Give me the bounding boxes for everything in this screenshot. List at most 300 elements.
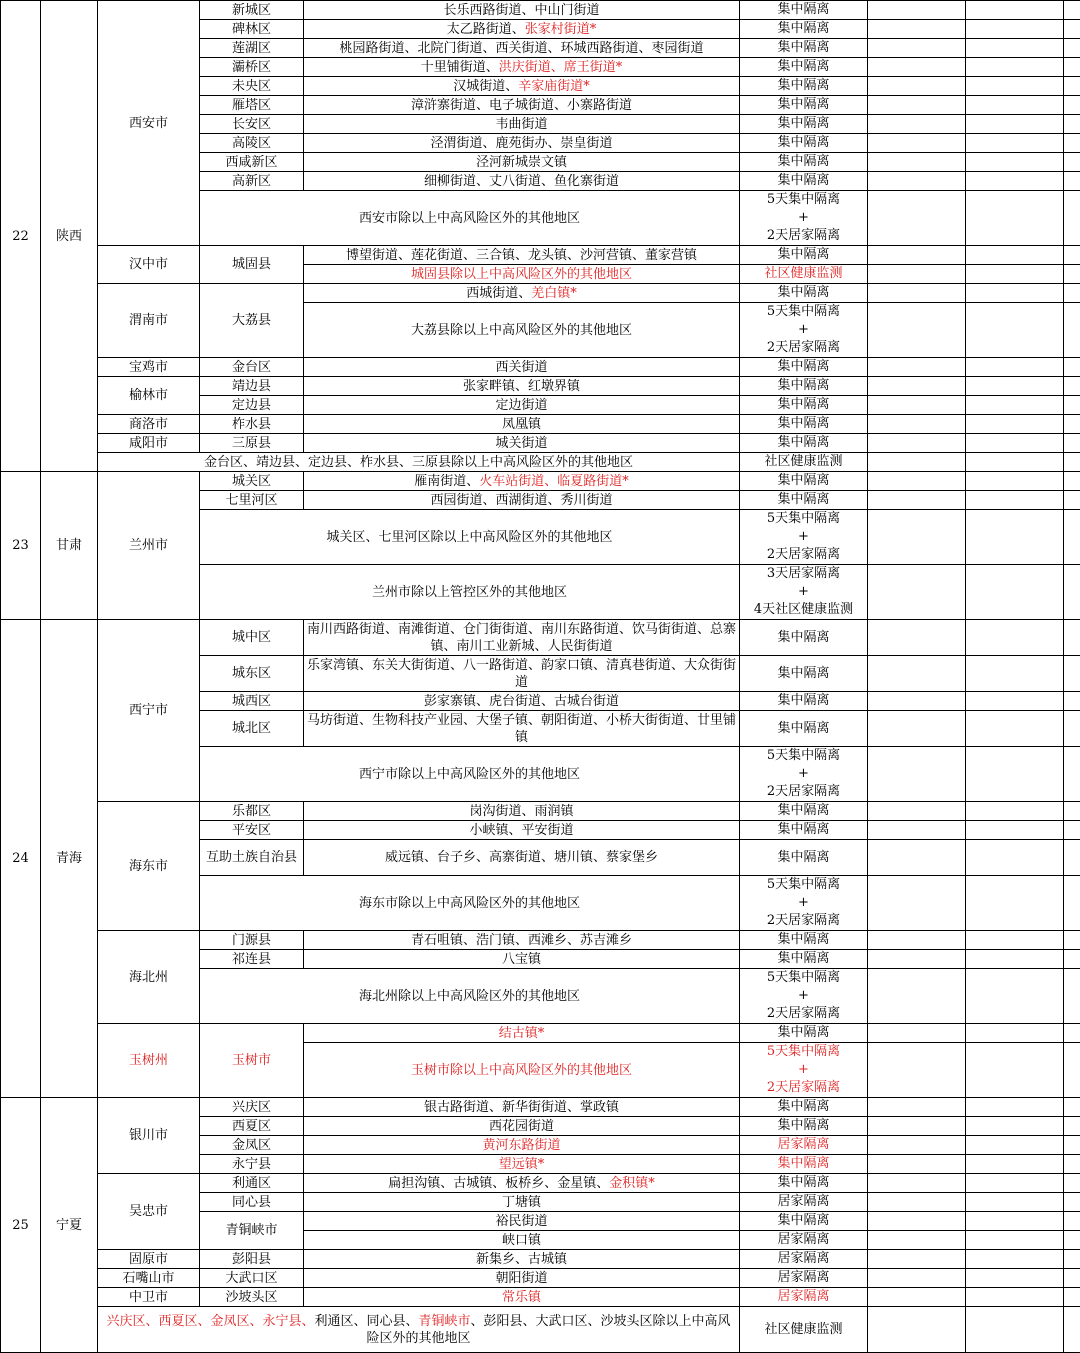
area-text: 火车站街道、临夏路街道*	[479, 474, 629, 489]
area-list	[304, 20, 740, 39]
empty-cell	[966, 265, 1064, 284]
control-measure	[740, 840, 868, 876]
measure-line: 2天居家隔离	[742, 1005, 865, 1023]
control-measure	[740, 472, 868, 491]
measure-line: 集中隔离	[742, 358, 865, 376]
district-name: 青铜峡市	[200, 1212, 304, 1250]
control-measure	[740, 246, 868, 265]
area-text: 常乐镇	[502, 1290, 541, 1305]
area-list	[304, 1098, 740, 1117]
city-name: 海北州	[98, 931, 200, 1024]
area-list	[304, 1269, 740, 1288]
control-measure	[740, 1193, 868, 1212]
area-list	[304, 303, 740, 358]
area-text: 西园街道、西湖街道、秀川街道	[430, 493, 612, 508]
measure-line: +	[742, 894, 865, 912]
control-measure	[740, 284, 868, 303]
measure-line: 2天居家隔离	[742, 227, 865, 245]
empty-cell	[966, 434, 1064, 453]
control-measure	[740, 1136, 868, 1155]
area-list	[304, 1288, 740, 1307]
area-text: 西安市除以上中高风险区外的其他地区	[359, 211, 580, 226]
empty-cell	[868, 821, 966, 840]
empty-cell	[1064, 950, 1080, 969]
empty-cell	[868, 1250, 966, 1269]
empty-cell	[1064, 415, 1080, 434]
city-name: 宝鸡市	[98, 358, 200, 377]
district-name: 大武口区	[200, 1269, 304, 1288]
measure-line: 5天集中隔离	[742, 303, 865, 321]
measure-line: 集中隔离	[742, 434, 865, 452]
area-list	[304, 931, 740, 950]
empty-cell	[966, 802, 1064, 821]
area-text: 城关区、七里河区除以上中高风险区外的其他地区	[326, 530, 612, 545]
empty-cell	[966, 96, 1064, 115]
empty-cell	[868, 692, 966, 711]
district-name: 城西区	[200, 692, 304, 711]
city-name: 兰州市	[98, 472, 200, 620]
other-areas	[200, 510, 740, 565]
area-text: 丁塘镇	[502, 1195, 541, 1210]
table-row	[1, 802, 1080, 821]
measure-line: +	[742, 1061, 865, 1079]
measure-line: 集中隔离	[742, 396, 865, 414]
control-measure	[740, 377, 868, 396]
empty-cell	[966, 747, 1064, 802]
empty-cell	[868, 840, 966, 876]
city-name: 商洛市	[98, 415, 200, 434]
empty-cell	[966, 377, 1064, 396]
empty-cell	[868, 510, 966, 565]
empty-cell	[966, 656, 1064, 692]
empty-cell	[1064, 821, 1080, 840]
area-text: 十里铺街道、	[421, 60, 499, 75]
area-list	[304, 396, 740, 415]
empty-cell	[1064, 191, 1080, 246]
area-list	[304, 950, 740, 969]
empty-cell	[1064, 77, 1080, 96]
empty-cell	[966, 620, 1064, 656]
district-name: 高陵区	[200, 134, 304, 153]
area-list	[304, 77, 740, 96]
district-name: 莲湖区	[200, 39, 304, 58]
province-name: 甘肃	[41, 472, 98, 620]
empty-cell	[966, 1231, 1064, 1250]
area-text: 黄河东路街道	[482, 1138, 560, 1153]
district-name: 城中区	[200, 620, 304, 656]
footer-areas	[98, 1307, 740, 1353]
empty-cell	[1064, 510, 1080, 565]
empty-cell	[868, 303, 966, 358]
measure-line: 居家隔离	[742, 1231, 865, 1249]
district-name: 高新区	[200, 172, 304, 191]
empty-cell	[868, 1117, 966, 1136]
area-text: 羌白镇*	[531, 286, 577, 301]
table-row	[1, 1288, 1080, 1307]
empty-cell	[868, 565, 966, 620]
empty-cell	[1064, 1117, 1080, 1136]
measure-line: 集中隔离	[742, 802, 865, 820]
district-name: 灞桥区	[200, 58, 304, 77]
area-list	[304, 802, 740, 821]
city-name: 榆林市	[98, 377, 200, 415]
measure-line: 集中隔离	[742, 931, 865, 949]
measure-line: 集中隔离	[742, 20, 865, 38]
area-text: 望远镇*	[499, 1157, 545, 1172]
empty-cell	[1064, 115, 1080, 134]
control-measure	[740, 77, 868, 96]
area-text: 张家畔镇、红墩界镇	[463, 379, 580, 394]
area-text: 大荔县除以上中高风险区外的其他地区	[411, 323, 632, 338]
measure-line: 5天集中隔离	[742, 747, 865, 765]
area-text: 小峡镇、平安街道	[469, 823, 573, 838]
measure-line: 集中隔离	[742, 849, 865, 867]
empty-cell	[966, 692, 1064, 711]
city-name: 吴忠市	[98, 1174, 200, 1250]
empty-cell	[966, 153, 1064, 172]
area-text: 马坊街道、生物科技产业园、大堡子镇、朝阳街道、小桥大街街道、廿里铺镇	[307, 713, 736, 745]
area-text: 八宝镇	[502, 952, 541, 967]
table-row	[1, 931, 1080, 950]
area-list	[304, 1250, 740, 1269]
area-list	[304, 1, 740, 20]
empty-cell	[868, 1098, 966, 1117]
area-list	[304, 134, 740, 153]
area-list	[304, 115, 740, 134]
measure-line: 集中隔离	[742, 115, 865, 133]
control-measure	[740, 265, 868, 284]
district-name: 乐都区	[200, 802, 304, 821]
empty-cell	[1064, 96, 1080, 115]
district-name: 金台区	[200, 358, 304, 377]
footer-measure	[740, 1307, 868, 1353]
city-name: 玉树州	[98, 1024, 200, 1098]
area-text: 西花园街道	[489, 1119, 554, 1134]
empty-cell	[1064, 802, 1080, 821]
empty-cell	[868, 747, 966, 802]
empty-cell	[1064, 931, 1080, 950]
city-name: 中卫市	[98, 1288, 200, 1307]
empty-cell	[966, 191, 1064, 246]
empty-cell	[1064, 656, 1080, 692]
table-row	[1, 1250, 1080, 1269]
area-text: 扁担沟镇、古城镇、板桥乡、金星镇、	[388, 1176, 609, 1191]
empty-cell	[868, 931, 966, 950]
empty-cell	[1064, 1307, 1080, 1353]
measure-line: 集中隔离	[742, 665, 865, 683]
empty-cell	[868, 802, 966, 821]
area-text: 博望街道、莲花街道、三合镇、龙头镇、沙河营镇、董家营镇	[346, 248, 697, 263]
area-list	[304, 692, 740, 711]
area-list	[304, 1155, 740, 1174]
measure-line: 社区健康监测	[742, 453, 865, 471]
area-text: 定边街道	[495, 398, 547, 413]
empty-cell	[1064, 172, 1080, 191]
empty-cell	[1064, 303, 1080, 358]
empty-cell	[1064, 39, 1080, 58]
area-text: 海东市除以上中高风险区外的其他地区	[359, 896, 580, 911]
area-list	[304, 821, 740, 840]
district-name: 玉树市	[200, 1024, 304, 1098]
measure-line: 5天集中隔离	[742, 876, 865, 894]
measure-line: 社区健康监测	[742, 1321, 865, 1339]
city-name: 银川市	[98, 1098, 200, 1174]
empty-cell	[966, 358, 1064, 377]
measure-line: 社区健康监测	[742, 265, 865, 283]
control-measure	[740, 1043, 868, 1098]
area-text: 裕民街道	[495, 1214, 547, 1229]
area-list	[304, 153, 740, 172]
measure-line: 5天集中隔离	[742, 510, 865, 528]
district-name: 七里河区	[200, 491, 304, 510]
measure-line: 3天居家隔离	[742, 565, 865, 583]
district-name: 未央区	[200, 77, 304, 96]
area-text: 南川西路街道、南滩街道、仓门街街道、南川东路街道、饮马街街道、总寨镇、南川工业新城、人民街街道	[307, 622, 736, 654]
measure-line: +	[742, 583, 865, 601]
empty-cell	[868, 20, 966, 39]
empty-cell	[868, 415, 966, 434]
measure-line: 集中隔离	[742, 472, 865, 490]
other-areas	[200, 876, 740, 931]
empty-cell	[1064, 747, 1080, 802]
empty-cell	[868, 172, 966, 191]
area-text: 城固县除以上中高风险区外的其他地区	[411, 267, 632, 282]
area-list	[304, 58, 740, 77]
district-name: 兴庆区	[200, 1098, 304, 1117]
measure-line: 集中隔离	[742, 1098, 865, 1116]
table-row	[1, 1024, 1080, 1043]
area-list	[304, 377, 740, 396]
city-name: 汉中市	[98, 246, 200, 284]
area-text: 西宁市除以上中高风险区外的其他地区	[359, 767, 580, 782]
empty-cell	[1064, 153, 1080, 172]
area-text: 乐家湾镇、东关大街街道、八一路街道、韵家口镇、清真巷街道、大众街街道	[307, 658, 736, 690]
area-list	[304, 711, 740, 747]
measure-line: 集中隔离	[742, 153, 865, 171]
district-name: 城关区	[200, 472, 304, 491]
empty-cell	[1064, 134, 1080, 153]
empty-cell	[966, 115, 1064, 134]
empty-cell	[868, 1212, 966, 1231]
measure-line: 集中隔离	[742, 377, 865, 395]
province-name: 陕西	[41, 1, 98, 472]
empty-cell	[966, 172, 1064, 191]
province-name: 青海	[41, 620, 98, 1098]
empty-cell	[868, 191, 966, 246]
measure-line: 2天居家隔离	[742, 912, 865, 930]
city-name: 固原市	[98, 1250, 200, 1269]
control-measure	[740, 620, 868, 656]
section-number: 24	[1, 620, 41, 1098]
control-measure	[740, 58, 868, 77]
area-text: 凤凰镇	[502, 417, 541, 432]
measure-line: 5天集中隔离	[742, 1043, 865, 1061]
section-number: 23	[1, 472, 41, 620]
district-name: 城固县	[200, 246, 304, 284]
control-measure	[740, 1288, 868, 1307]
empty-cell	[868, 1307, 966, 1353]
measure-line: 集中隔离	[742, 692, 865, 710]
empty-cell	[966, 1024, 1064, 1043]
measure-line: 集中隔离	[742, 415, 865, 433]
area-text: 西关街道	[495, 360, 547, 375]
district-name: 金凤区	[200, 1136, 304, 1155]
area-text: 、彭阳县、大武口区、沙坡头区除以上中高风险区外的其他地区	[366, 1314, 730, 1346]
control-measure	[740, 434, 868, 453]
district-name: 长安区	[200, 115, 304, 134]
control-measure	[740, 20, 868, 39]
footer-areas	[98, 453, 740, 472]
measure-line: 居家隔离	[742, 1193, 865, 1211]
empty-cell	[1064, 1231, 1080, 1250]
district-name: 新城区	[200, 1, 304, 20]
empty-cell	[868, 950, 966, 969]
empty-cell	[966, 1212, 1064, 1231]
empty-cell	[966, 134, 1064, 153]
empty-cell	[1064, 565, 1080, 620]
control-measure	[740, 1155, 868, 1174]
measure-line: +	[742, 321, 865, 339]
other-areas	[200, 969, 740, 1024]
area-text: 洪庆街道、席王街道*	[499, 60, 623, 75]
control-measure	[740, 1098, 868, 1117]
empty-cell	[868, 1288, 966, 1307]
area-list	[304, 656, 740, 692]
other-areas	[200, 747, 740, 802]
empty-cell	[1064, 1212, 1080, 1231]
table-row	[1, 1098, 1080, 1117]
area-text: 汉城街道、	[453, 79, 518, 94]
table-row	[1, 246, 1080, 265]
area-list	[304, 415, 740, 434]
measure-line: 集中隔离	[742, 96, 865, 114]
empty-cell	[1064, 1174, 1080, 1193]
empty-cell	[868, 1136, 966, 1155]
empty-cell	[868, 284, 966, 303]
district-name: 沙坡头区	[200, 1288, 304, 1307]
empty-cell	[868, 153, 966, 172]
measure-line: 集中隔离	[742, 1, 865, 19]
empty-cell	[1064, 396, 1080, 415]
section-number: 25	[1, 1098, 41, 1353]
table-row	[1, 1307, 1080, 1353]
measure-line: 居家隔离	[742, 1250, 865, 1268]
area-text: 新集乡、古城镇	[476, 1252, 567, 1267]
empty-cell	[1064, 20, 1080, 39]
control-measure	[740, 415, 868, 434]
empty-cell	[966, 246, 1064, 265]
area-list	[304, 1043, 740, 1098]
measure-line: 集中隔离	[742, 1155, 865, 1173]
empty-cell	[966, 472, 1064, 491]
measure-line: +	[742, 765, 865, 783]
empty-cell	[966, 510, 1064, 565]
empty-cell	[868, 96, 966, 115]
area-list	[304, 1212, 740, 1231]
empty-cell	[1064, 876, 1080, 931]
control-measure	[740, 396, 868, 415]
area-text: 太乙路街道、	[447, 22, 525, 37]
empty-cell	[966, 931, 1064, 950]
control-measure	[740, 134, 868, 153]
area-text: 玉树市除以上中高风险区外的其他地区	[411, 1063, 632, 1078]
area-text: 兰州市除以上管控区外的其他地区	[372, 585, 567, 600]
area-list	[304, 620, 740, 656]
measure-line: 2天居家隔离	[742, 1079, 865, 1097]
empty-cell	[966, 711, 1064, 747]
control-measure	[740, 876, 868, 931]
empty-cell	[868, 1193, 966, 1212]
control-measure	[740, 1250, 868, 1269]
empty-cell	[966, 840, 1064, 876]
measure-line: 集中隔离	[742, 77, 865, 95]
measure-line: 集中隔离	[742, 1174, 865, 1192]
control-measure	[740, 1174, 868, 1193]
empty-cell	[1064, 284, 1080, 303]
measure-line: 居家隔离	[742, 1269, 865, 1287]
empty-cell	[1064, 969, 1080, 1024]
area-text: 青石咀镇、浩门镇、西滩乡、苏吉滩乡	[411, 933, 632, 948]
area-text: 泾渭街道、鹿苑街办、崇皇街道	[430, 136, 612, 151]
district-name: 祁连县	[200, 950, 304, 969]
empty-cell	[1064, 265, 1080, 284]
empty-cell	[1064, 1288, 1080, 1307]
area-list	[304, 1231, 740, 1250]
district-name: 大荔县	[200, 284, 304, 358]
control-measure	[740, 747, 868, 802]
area-text: 利通区、同心县、	[314, 1314, 418, 1329]
control-measure	[740, 692, 868, 711]
empty-cell	[966, 39, 1064, 58]
empty-cell	[966, 969, 1064, 1024]
control-measure	[740, 39, 868, 58]
empty-cell	[1064, 1136, 1080, 1155]
empty-cell	[1064, 377, 1080, 396]
empty-cell	[868, 620, 966, 656]
control-measure	[740, 950, 868, 969]
area-text: 岗沟街道、雨润镇	[469, 804, 573, 819]
city-name: 西安市	[98, 1, 200, 246]
control-measure	[740, 172, 868, 191]
empty-cell	[868, 39, 966, 58]
empty-cell	[966, 415, 1064, 434]
area-text: 银古路街道、新华街街道、掌政镇	[424, 1100, 619, 1115]
measure-line: 集中隔离	[742, 950, 865, 968]
district-name: 彭阳县	[200, 1250, 304, 1269]
table-row	[1, 358, 1080, 377]
table-row	[1, 1, 1080, 20]
control-measure	[740, 1212, 868, 1231]
area-list	[304, 265, 740, 284]
district-name: 城东区	[200, 656, 304, 692]
empty-cell	[868, 396, 966, 415]
control-measure	[740, 656, 868, 692]
empty-cell	[1064, 358, 1080, 377]
measure-line: 居家隔离	[742, 1136, 865, 1154]
area-text: 结古镇*	[499, 1026, 545, 1041]
empty-cell	[868, 115, 966, 134]
empty-cell	[1064, 620, 1080, 656]
empty-cell	[1064, 1250, 1080, 1269]
city-name: 石嘴山市	[98, 1269, 200, 1288]
district-name: 定边县	[200, 396, 304, 415]
measure-line: 5天集中隔离	[742, 191, 865, 209]
empty-cell	[966, 284, 1064, 303]
empty-cell	[1064, 1193, 1080, 1212]
city-name: 海东市	[98, 802, 200, 931]
empty-cell	[1064, 472, 1080, 491]
table-row	[1, 472, 1080, 491]
